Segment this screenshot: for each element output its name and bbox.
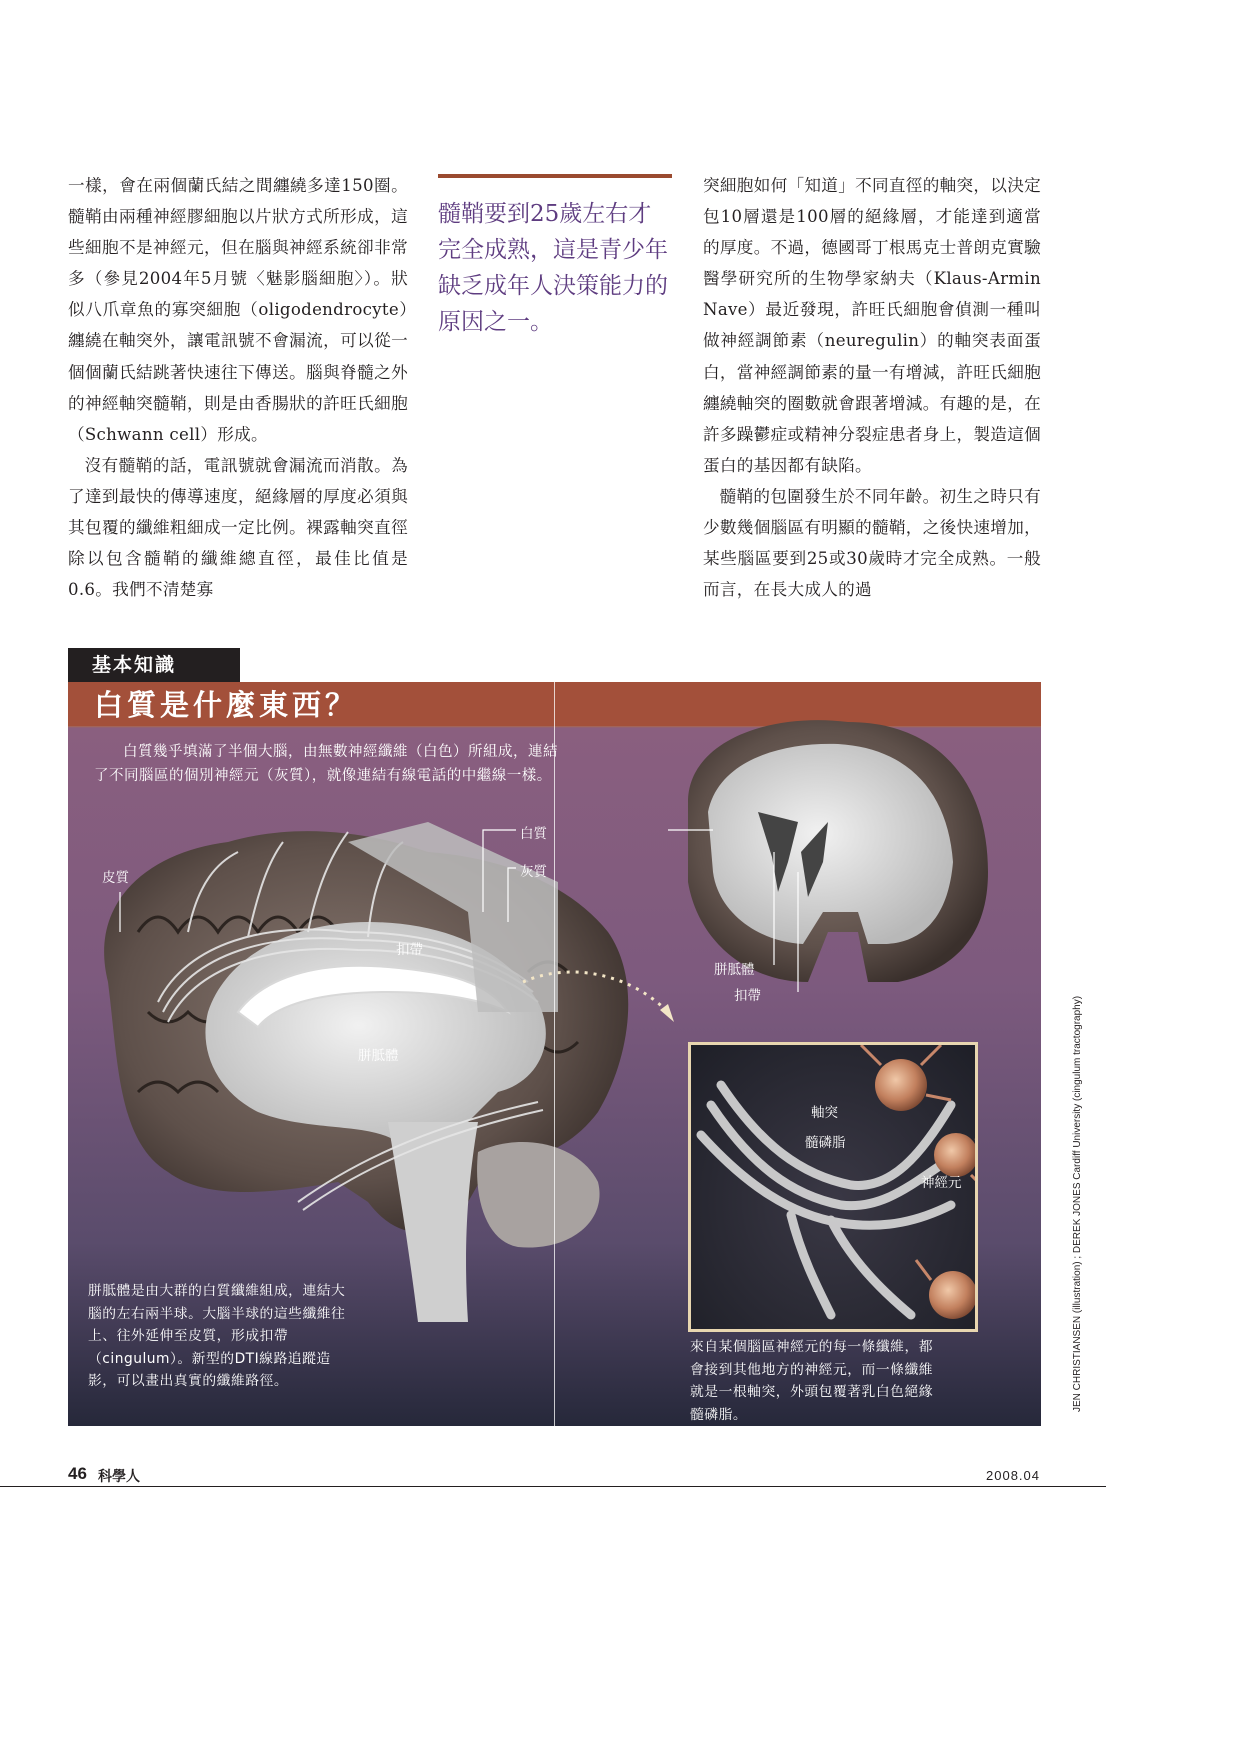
label-cortex: 皮質 [102, 870, 129, 886]
arrow-head [660, 1004, 674, 1022]
neuron-cell [929, 1271, 977, 1319]
label-white-matter: 白質 [520, 826, 547, 842]
label-myelin: 髓磷脂 [805, 1135, 846, 1151]
article-paragraph: 突細胞如何「知道」不同直徑的軸突，以決定包10層還是100層的絕緣層，才能達到適當的厚度。不過，德國哥丁根馬克士普朗克實驗醫學研究所的生物學家納夫（Klaus-Armin Nave）最近發現，許旺氏細胞會偵測一種叫做神經調節素（neuregulin）的軸突表面蛋白，當神經調節素的量一有增減，許旺氏細胞纏繞軸突的圈數就會跟著增減。有趣的是，在許多躁鬱症或精神分裂症患者身上，製造這個蛋白的基因都有缺陷。 [703, 176, 1041, 475]
caption-corpus-callosum: 胼胝體是由大群的白質纖維組成，連結大腦的左右兩半球。大腦半球的這些纖維往上、往外延伸至皮質，形成扣帶（cingulum）。新型的DTI線路追蹤造影，可以畫出真實的纖維路徑。 [88, 1283, 346, 1389]
label-cingulum: 扣帶 [396, 942, 423, 958]
article-column-left [68, 170, 408, 605]
article-paragraph: 一樣，會在兩個蘭氏結之間纏繞多達150圈。髓鞘由兩種神經膠細胞以片狀方式所形成，這些細胞不是神經元，但在腦與神經系統卻非常多（參見2004年5月號〈魅影腦細胞〉）。狀似八爪章魚的寡突細胞（oligodendrocyte）纏繞在軸突外，讓電訊號不會漏流，可以從一個個蘭氏結跳著快速往下傳送。腦與脊髓之外的神經軸突髓鞘，則是由香腸狀的許旺氏細胞（Schwann cell）形成。 [68, 176, 408, 444]
pull-quote-text: 髓鞘要到25歲左右才完全成熟，這是青少年缺乏成年人決策能力的原因之一。 [438, 201, 668, 335]
article-column-right [703, 170, 1041, 605]
illustration-credit: JEN CHRISTIANSEN (illustration) ; DEREK JONES Cardiff University (cingulum tractography) [1072, 995, 1083, 1412]
footer-rule [0, 1486, 1106, 1487]
white-matter-figure [68, 682, 1041, 1426]
neuron-cell [875, 1059, 927, 1111]
publication-name: 科學人 [98, 1469, 140, 1485]
neuron-inset [688, 1042, 978, 1332]
box-section-label: 基本知識 [68, 648, 240, 682]
label-cingulum-coronal: 扣帶 [734, 988, 761, 1004]
page-number: 46 [68, 1464, 87, 1483]
article-paragraph: 髓鞘的包圍發生於不同年齡。初生之時只有少數幾個腦區有明顯的髓鞘，之後快速增加，某些腦區要到25或30歲時才完全成熟。一般而言，在長大成人的過 [703, 486, 1041, 600]
label-neuron: 神經元 [921, 1175, 962, 1191]
label-corpus-callosum: 胼胝體 [358, 1048, 399, 1064]
figure-intro-text: 白質幾乎填滿了半個大腦，由無數神經纖維（白色）所組成，連結了不同腦區的個別神經元（灰質），就像連結有線電話的中繼線一樣。 [94, 744, 558, 784]
label-gray-matter: 灰質 [520, 864, 547, 880]
figure-divider [554, 682, 555, 1426]
label-axon: 軸突 [811, 1105, 838, 1121]
caption-neuron: 來自某個腦區神經元的每一條纖維，都會接到其他地方的神經元，而一條纖維就是一根軸突，外頭包覆著乳白色絕緣髓磷脂。 [690, 1339, 934, 1423]
article-paragraph: 沒有髓鞘的話，電訊號就會漏流而消散。為了達到最快的傳導速度，絕緣層的厚度必須與其包覆的纖維粗細成一定比例。裸露軸突直徑除以包含髓鞘的纖維總直徑，最佳比值是0.6。我們不清楚寡 [68, 455, 408, 600]
cerebellum-shape [477, 1142, 599, 1248]
label-corpus-callosum-coronal: 胼胝體 [714, 962, 755, 978]
pull-quote [438, 174, 672, 340]
issue-date: 2008.04 [986, 1468, 1040, 1483]
figure-title: 白質是什麼東西？ [94, 688, 359, 722]
